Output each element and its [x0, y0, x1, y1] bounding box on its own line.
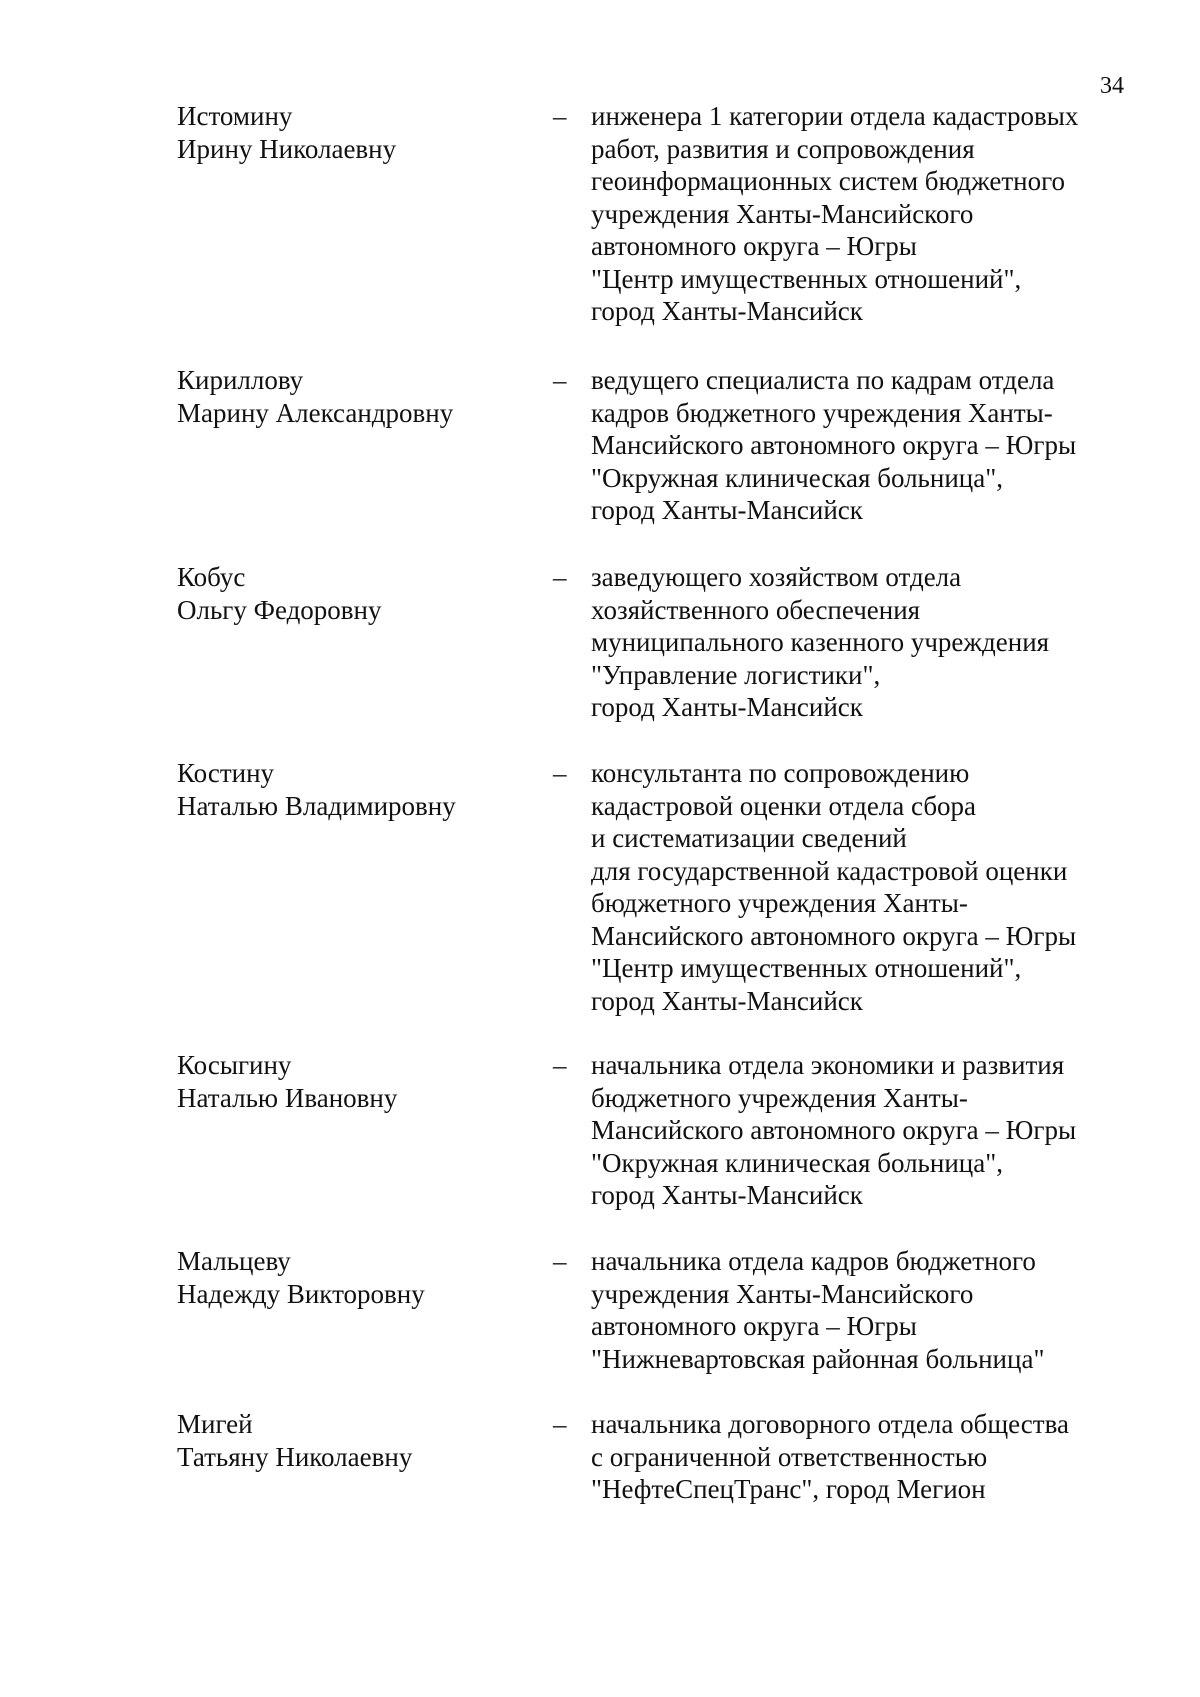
page-number: 34 [1100, 73, 1124, 99]
description-line: хозяйственного обеспечения [591, 594, 921, 625]
description-line: город Ханты-Мансийск [591, 296, 863, 326]
description-line: муниципального казенного учреждения [591, 627, 1050, 657]
description-line: учреждения Ханты-Мансийского [591, 1278, 974, 1309]
description-line: "Окружная клиническая больница", [591, 1147, 1003, 1178]
description-line: кадров бюджетного учреждения Ханты- [591, 397, 1053, 428]
appointee-name [177, 100, 537, 165]
description-line: "Центр имущественных отношений", [591, 263, 1022, 294]
given-names: Наталью Ивановну [177, 1082, 398, 1113]
description-line: город Ханты-Мансийск [591, 692, 863, 722]
description-line: "Управление логистики", [591, 659, 881, 690]
description-line: учреждения Ханты-Мансийского [591, 198, 974, 229]
given-names: Надежду Викторовну [177, 1278, 425, 1309]
description-line: инженера 1 категории отдела кадастровых [591, 101, 1079, 131]
description-line: и систематизации сведений [591, 823, 907, 853]
given-names: Наталью Владимировну [177, 790, 456, 821]
description-line: начальника отдела кадров бюджетного [591, 1246, 1036, 1276]
description-line: кадастровой оценки отдела сбора [591, 790, 977, 821]
description-line: заведующего хозяйством отдела [591, 562, 962, 592]
description-line: геоинформационных систем бюджетного [591, 166, 1066, 196]
description-line: Мансийского автономного округа – Югры [591, 920, 1077, 951]
dash: – [553, 1050, 567, 1080]
position-description [591, 757, 1151, 1017]
description-line: бюджетного учреждения Ханты- [591, 1082, 968, 1113]
appointee-name [177, 364, 537, 429]
position-description [591, 1245, 1151, 1375]
dash: – [553, 1246, 567, 1276]
description-line: начальника отдела экономики и развития [591, 1050, 1065, 1080]
appointee-name [177, 1245, 537, 1310]
appointee-name [177, 561, 537, 626]
position-description [591, 561, 1151, 724]
dash: – [553, 562, 567, 592]
given-names: Ольгу Федоровну [177, 594, 382, 625]
description-line: начальника договорного отдела общества [591, 1409, 1069, 1439]
surname: Костину [177, 758, 275, 788]
description-line: с ограниченной ответственностью [591, 1441, 988, 1472]
description-line: город Ханты-Мансийск [591, 1180, 863, 1210]
surname: Кириллову [177, 365, 304, 395]
description-line: работ, развития и сопровождения [591, 133, 975, 164]
dash: – [553, 101, 567, 131]
description-line: "Центр имущественных отношений", [591, 953, 1022, 983]
surname: Истомину [177, 101, 293, 131]
position-description [591, 1049, 1151, 1212]
description-line: Мансийского автономного округа – Югры [591, 430, 1077, 460]
description-line: бюджетного учреждения Ханты- [591, 888, 968, 918]
description-line: "НефтеСпецТранс", город Мегион [591, 1474, 986, 1504]
appointee-name [177, 757, 537, 822]
description-line: "Нижневартовская районная больница" [591, 1343, 1045, 1374]
dash: – [553, 1409, 567, 1439]
dash: – [553, 758, 567, 788]
description-line: автономного округа – Югры [591, 1311, 917, 1341]
surname: Косыгину [177, 1050, 292, 1080]
appointee-name [177, 1408, 537, 1473]
description-line: ведущего специалиста по кадрам отдела [591, 365, 1055, 395]
description-line: "Окружная клиническая больница", [591, 462, 1003, 493]
surname: Мигей [177, 1409, 253, 1439]
description-line: для государственной кадастровой оценки [591, 855, 1068, 886]
description-line: автономного округа – Югры [591, 231, 917, 261]
given-names: Татьяну Николаевну [177, 1441, 413, 1472]
position-description [591, 364, 1151, 527]
dash: – [553, 365, 567, 395]
surname: Кобус [177, 562, 246, 592]
surname: Мальцеву [177, 1246, 291, 1276]
description-line: город Ханты-Мансийск [591, 495, 863, 525]
position-description [591, 100, 1151, 328]
position-description [591, 1408, 1151, 1506]
appointee-name [177, 1049, 537, 1114]
given-names: Марину Александровну [177, 397, 454, 428]
description-line: консультанта по сопровождению [591, 758, 970, 788]
given-names: Ирину Николаевну [177, 133, 397, 164]
description-line: город Ханты-Мансийск [591, 985, 863, 1016]
description-line: Мансийского автономного округа – Югры [591, 1115, 1077, 1145]
